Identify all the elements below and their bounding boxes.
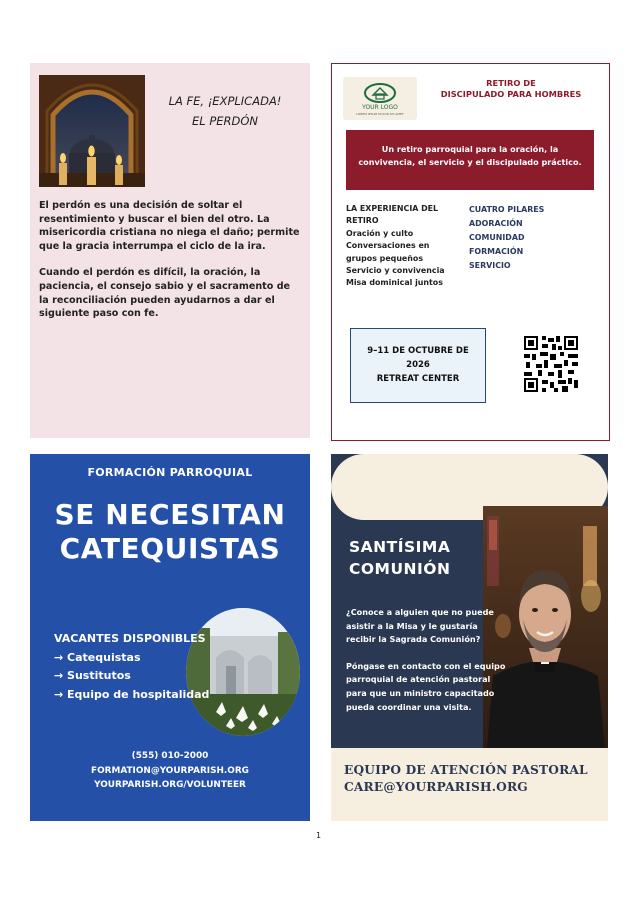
paragraph: El perdón es una decisión de soltar el resentimiento y buscar el bien del otro. La misericordia cristiana no niega el daño; permite que la gracia interrumpa el ciclo de la ira. <box>39 200 300 252</box>
paragraph: ¿Conoce a alguien que no puede asistir a la Misa y le gustaría recibir la Sagrada Comunión? <box>346 607 494 645</box>
list-item: COMUNIDAD <box>469 233 525 242</box>
list-item: Misa dominical juntos <box>346 278 443 288</box>
logo-tagline: LOREM IPSUM DOLOR SIT AMET <box>356 112 404 116</box>
mens-retreat-panel <box>331 63 610 441</box>
phone[interactable]: (555) 010-2000 <box>131 751 209 761</box>
experience-title: LA EXPERIENCIA DEL RETIRO <box>346 204 439 226</box>
list-item: SERVICIO <box>469 261 511 270</box>
list-item: → Equipo de hospitalidad <box>54 687 210 701</box>
panel-title: SANTÍSIMA COMUNIÓN <box>349 538 451 574</box>
openings-title: VACANTES DISPONIBLES <box>54 632 206 645</box>
pillars-list <box>469 203 594 273</box>
web-link[interactable]: YOURPARISH.ORG/VOLUNTEER <box>94 780 246 790</box>
pastoral-care-footer <box>331 748 608 821</box>
faith-explained-panel <box>30 63 310 438</box>
pillars-title: CUATRO PILARES <box>469 205 545 214</box>
communion-panel <box>331 454 608 821</box>
paragraph: Cuando el perdón es difícil, la oración, la paciencia, el consejo sabio y el sacramento de la reconciliación pueden ayudarnos a dar el siguiente paso con fe. <box>39 267 291 320</box>
email-link[interactable]: CARE@YOURPARISH.ORG <box>344 780 528 794</box>
openings-list <box>54 630 294 704</box>
list-item: → Sustitutos <box>54 669 131 682</box>
kicker: FORMACIÓN PARROQUIAL <box>87 466 253 479</box>
email-link[interactable]: FORMATION@YOURPARISH.ORG <box>91 765 249 776</box>
list-item: Oración y culto <box>346 228 414 238</box>
catechists-panel <box>30 454 310 821</box>
candles-chapel-image <box>39 75 145 187</box>
list-item: FORMACIÓN <box>469 247 524 256</box>
contact-info <box>30 749 310 793</box>
list-item: Servicio y convivencia <box>346 266 445 276</box>
qr-code-icon[interactable] <box>524 336 578 392</box>
date-box: 9–11 DE OCTUBRE DE 2026 RETREAT CENTER <box>350 328 486 403</box>
list-item: → Catequistas <box>54 650 141 664</box>
list-item: Conversaciones en grupos pequeños <box>346 241 430 263</box>
footer-title: EQUIPO DE ATENCIÓN PASTORAL <box>344 763 588 777</box>
parish-logo <box>343 77 417 120</box>
communion-text <box>346 606 506 727</box>
experience-list <box>346 203 458 290</box>
logo-house-icon <box>363 82 397 104</box>
panel-title: SE NECESITAN CATEQUISTAS <box>54 498 286 565</box>
forgiveness-text <box>39 199 303 334</box>
page-number: 1 <box>315 831 322 840</box>
retreat-banner: Un retiro parroquial para la oración, la convivencia, el servicio y el discipulado práctico. <box>346 130 594 190</box>
panel-title: LA FE, ¡EXPLICADA! EL PERDÓN <box>168 94 282 128</box>
logo-text: YOUR LOGO <box>362 104 398 111</box>
list-item: ADORACIÓN <box>469 219 523 228</box>
retreat-heading: RETIRO DE DISCIPULADO PARA HOMBRES <box>440 78 582 99</box>
paragraph: Póngase en contacto con el equipo parroquial de atención pastoral para que un ministro capacitado pueda coordinar una visita. <box>346 660 506 712</box>
